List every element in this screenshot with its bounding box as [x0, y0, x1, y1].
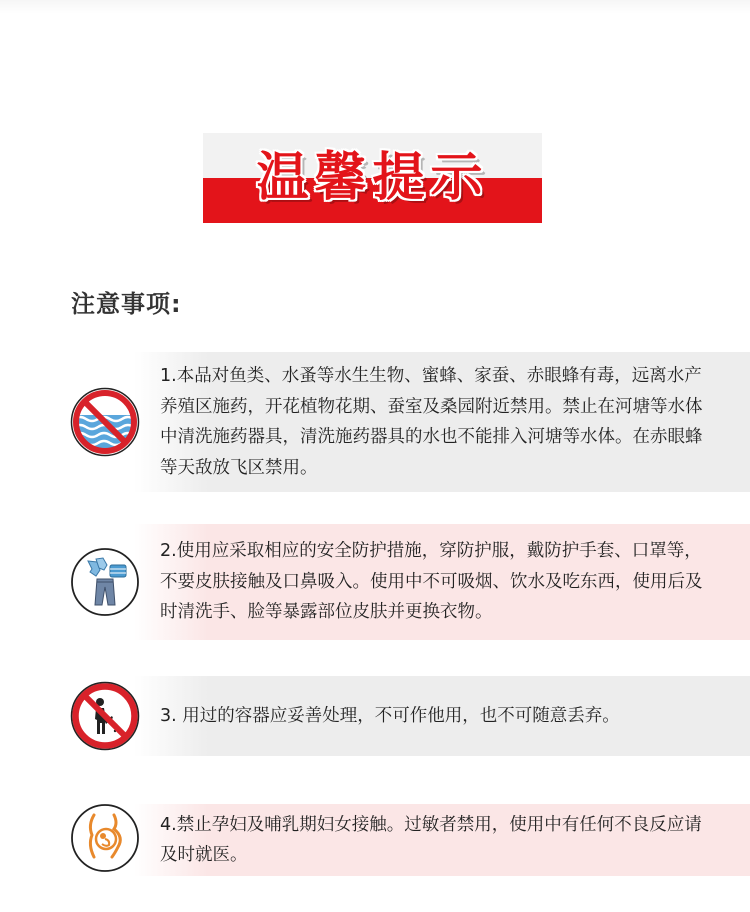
notice-text-4: 4.禁止孕妇及哺乳期妇女接触。过敏者禁用，使用中有任何不良反应请及时就医。 — [160, 814, 702, 865]
notice-card-2 — [134, 524, 750, 640]
notice-card-3 — [134, 676, 750, 756]
no-littering-icon — [70, 681, 140, 751]
no-water-icon — [70, 387, 140, 457]
notice-card-4 — [134, 804, 750, 876]
warm-tip-banner — [203, 133, 542, 223]
notice-text-1: 1.本品对鱼类、水蚤等水生生物、蜜蜂、家蚕、赤眼蜂有毒，远离水产养殖区施药，开花植物花期、蚕室及桑园附近禁用。禁止在河塘等水体中清洗施药器具，清洗施药器具的水也不能排入河塘等水体。在赤眼蜂等天敌放飞区禁用。 — [160, 366, 703, 478]
banner-title: 温馨提示 — [256, 147, 489, 208]
top-strip — [0, 0, 750, 14]
section-heading: 注意事项: — [71, 290, 182, 318]
notice-text-2: 2.使用应采取相应的安全防护措施，穿防护服，戴防护手套、口罩等，不要皮肤接触及口鼻吸入。使用中不可吸烟、饮水及吃东西，使用后及时清洗手、脸等暴露部位皮肤并更换衣物。 — [160, 541, 703, 623]
protective-gear-icon — [70, 547, 140, 617]
notice-card-1 — [134, 352, 750, 492]
pregnant-woman-icon — [70, 803, 140, 873]
notice-text-3: 3. 用过的容器应妥善处理，不可作他用，也不可随意丢弃。 — [160, 705, 620, 726]
